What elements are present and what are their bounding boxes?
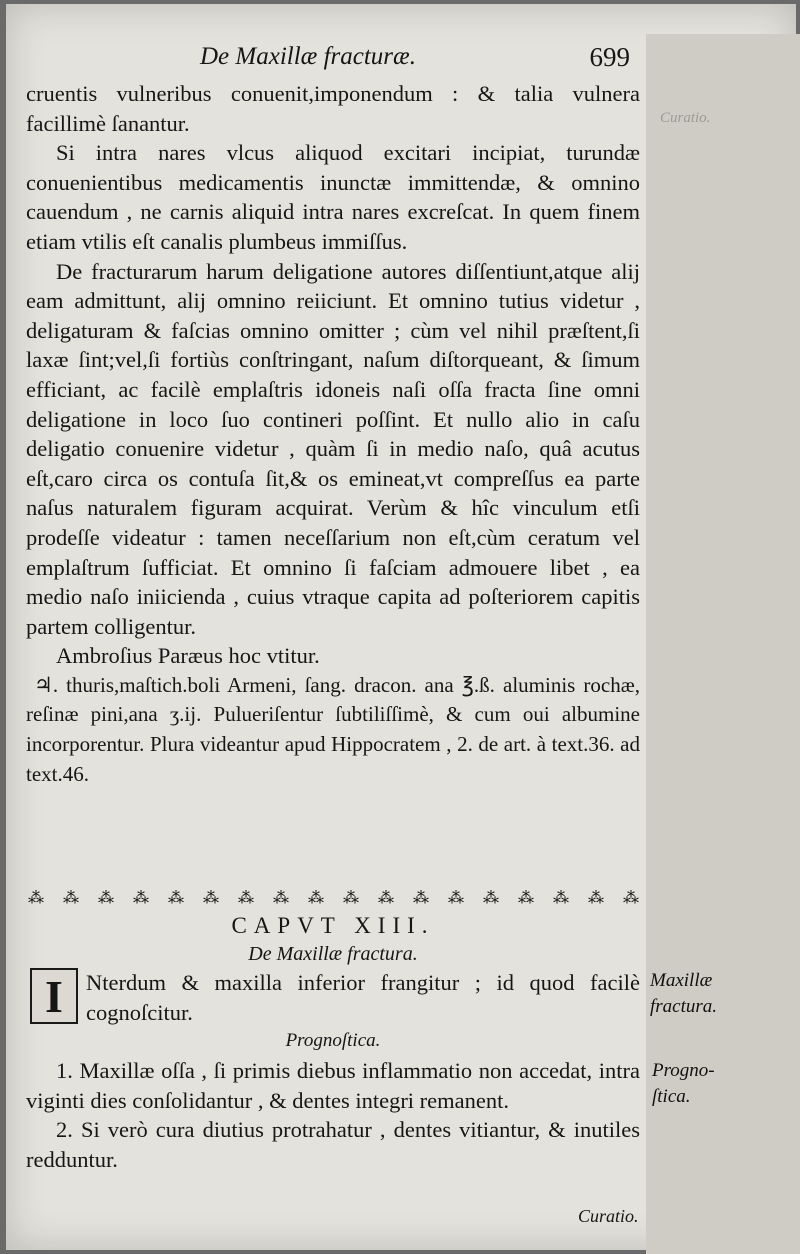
running-title: De Maxillæ fracturæ.	[200, 43, 416, 70]
paragraph: Ambroſius Paræus hoc vtitur.	[56, 643, 320, 669]
ornament-glyph: ⁂	[308, 887, 325, 907]
chapter-title: CAPVT XIII.	[231, 913, 435, 938]
ornament-glyph: ⁂	[238, 887, 255, 907]
main-text	[26, 79, 640, 789]
ornament-glyph: ⁂	[273, 887, 290, 907]
margin-note-prognostica: Progno-ſtica.	[652, 1060, 715, 1107]
ornament-glyph: ⁂	[133, 887, 150, 907]
running-head	[200, 40, 630, 74]
chapter-opening: Nterdum & maxilla inferior frangitur ; id quod facilè cognoſcitur.	[86, 970, 640, 1025]
paragraph: Si intra nares vlcus aliquod excitari incipiat, turundæ conuenientibus medicamentis inunctæ immittendæ, & omnino cauendum , ne carnis aliquid intra nares excreſcat. In quem finem etiam vtilis eſt canalis plumbeus immiſſus.	[26, 140, 640, 254]
ornament-glyph: ⁂	[343, 887, 360, 907]
margin-note-maxillae: Maxillæ fractura.	[650, 970, 718, 1017]
ornament-glyph: ⁂	[413, 887, 430, 907]
catchword: Curatio.	[578, 1206, 639, 1226]
ornament-glyph: ⁂	[203, 887, 220, 907]
ornamental-rule	[28, 884, 640, 910]
numbered-paragraph: 1. Maxillæ oſſa , ſi primis diebus inflammatio non accedat, intra viginti dies conſolidantur , & dentes integri remanent.	[26, 1058, 640, 1113]
prognostica-text	[26, 1056, 640, 1174]
ornament-glyph: ⁂	[168, 887, 185, 907]
ornament-glyph: ⁂	[63, 887, 80, 907]
ornament-glyph: ⁂	[378, 887, 395, 907]
ornament-glyph: ⁂	[98, 887, 115, 907]
ornament-glyph: ⁂	[553, 887, 570, 907]
ornament-glyph: ⁂	[623, 887, 640, 907]
ornament-glyph: ⁂	[588, 887, 605, 907]
chapter-subtitle: De Maxillæ fractura.	[248, 943, 418, 965]
paragraph: De fracturarum harum deligatione autores diſſentiunt,atque alij eam admittunt, alij omnino reiiciunt. Et omnino tutius videtur , deligaturam & faſcias omnino omitter ; cùm vel nihil præſtent,ſi laxæ ſint;vel,ſi fortiùs conſtringant, naſum diſtorqueant, & ſimum efficiant, ac facilè emplaſtris idoneis naſi oſſa fracta ſine omni deligatione in loco ſuo contineri poſſint. Et nullo alio in caſu deligatio conuenire videtur , quàm ſi in medio naſo, quâ acutus eſt,caro circa os contuſa ſit,& os emineat,vt compreſſus ea parte naſus naturalem figuram acquirat. Verùm & hîc vinculum etſi prodeſſe videatur : tamen neceſſarium non eſt,cùm ceratum vel emplaſtrum ſufficiat. Et omnino ſi faſciam admouere libet , ea medio naſo iniicienda , cuius vtraque capita ad poſteriorem capitis partem colligentur.	[26, 258, 640, 639]
ornament-glyph: ⁂	[483, 887, 500, 907]
ornament-glyph: ⁂	[448, 887, 465, 907]
section-heading: Prognoſtica.	[285, 1030, 381, 1051]
recipe-paragraph: ♃. thuris,maſtich.boli Armeni, ſang. dracon. ana ℥.ß. aluminis rochæ, reſinæ pini,ana ʒ.ij. Pulueriſentur ſubtiliſſimè, & cum oui albumine incorporentur. Plura videantur apud Hippocratem , 2. de art. à text.36. ad text.46.	[26, 672, 640, 786]
ornament-glyph: ⁂	[518, 887, 535, 907]
page-number: 699	[589, 42, 630, 72]
ornament-glyph: ⁂	[28, 887, 45, 907]
paragraph: cruentis vulneribus conuenit,imponendum : & talia vulnera facillimè ſanantur.	[26, 81, 640, 136]
decorated-initial: I	[30, 968, 78, 1024]
numbered-paragraph: 2. Si verò cura diutius protrahatur , dentes vitiantur, & inutiles redduntur.	[26, 1117, 640, 1172]
show-through-text: Curatio.	[660, 110, 711, 126]
